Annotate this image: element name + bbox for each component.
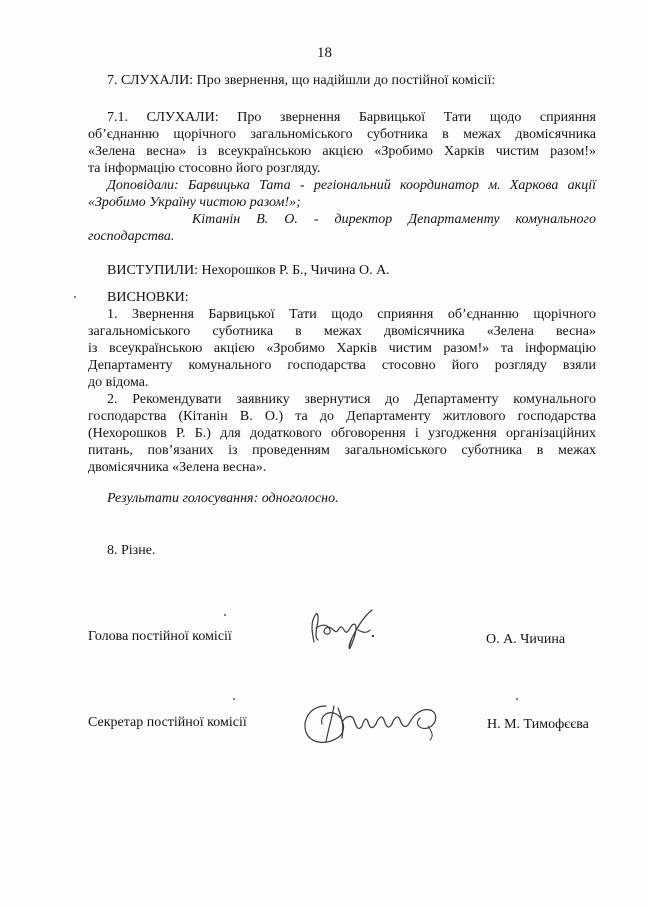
conclusion-2-line-1: 2. Рекомендувати заявнику звернутися до Департаменту комунального: [107, 392, 596, 407]
conclusion-1-line-2: загальноміського суботника в межах двомісячника «Зелена весна»: [88, 324, 596, 339]
reported-line-1: Доповідали: Барвицька Тата - регіональний координатор м. Харкова акції: [107, 178, 596, 193]
conclusion-1-line-4: Департаменту комунального господарства стосовно його розгляду взяли: [88, 358, 596, 373]
spoke-line: ВИСТУПИЛИ: Нехорошков Р. Б., Чичина О. А.: [107, 263, 390, 278]
scan-speck: [233, 698, 235, 700]
item-7-1-line-3: «Зелена весна» із всеукраїнською акцією «Зробимо Харків чистим разом!»: [88, 144, 596, 159]
scan-speck: [516, 698, 518, 700]
page-number: 18: [317, 45, 332, 61]
conclusion-1-line-1: 1. Звернення Барвицької Тати щодо сприяння об’єднанню щорічного: [107, 307, 596, 322]
item-8: 8. Різне.: [107, 543, 156, 558]
item-7-1-line-2: об’єднанню щорічного загальноміського суботника в межах двомісячника: [88, 127, 596, 142]
chair-signature: [300, 604, 390, 654]
conclusion-2-line-5: двомісячника «Зелена весна».: [88, 460, 267, 475]
reported-line-4: господарства.: [88, 229, 175, 244]
conclusion-1-line-3: із всеукраїнською акцією «Зробимо Харків чистим разом!» та інформацію: [88, 341, 596, 356]
conclusion-2-line-2: господарства (Кітанін В. О.) та до Департаменту житлового господарства: [88, 409, 596, 424]
chair-title: Голова постійної комісії: [88, 629, 232, 644]
vote-result: Результати голосування: одноголосно.: [107, 491, 339, 506]
reported-line-3: Кітанін В. О. - директор Департаменту комунального: [192, 212, 596, 227]
chair-name: О. А. Чичина: [486, 632, 566, 647]
item-7-1-line-4: та інформацію стосовно його розгляду.: [88, 161, 321, 176]
item-7-1-line-1: 7.1. СЛУХАЛИ: Про звернення Барвицької Тати щодо сприяння: [107, 110, 596, 125]
reported-line-2: «Зробимо Україну чистою разом!»;: [88, 195, 301, 210]
conclusion-2-line-3: (Нехорошков Р. Б.) для додаткового обговорення і узгодження організаційних: [88, 426, 596, 441]
secretary-title: Секретар постійної комісії: [88, 715, 247, 730]
conclusion-2-line-4: питань, пов’язаних із проведенням загальноміського суботника в межах: [88, 443, 596, 458]
item-7-heard: 7. СЛУХАЛИ: Про звернення, що надійшли до постійної комісії:: [107, 73, 496, 88]
scan-speck: [74, 296, 76, 298]
secretary-name: Н. М. Тимофєєва: [487, 717, 589, 732]
conclusions-heading: ВИСНОВКИ:: [107, 290, 189, 305]
secretary-signature: [298, 696, 448, 752]
scan-speck: [224, 614, 226, 616]
conclusion-1-line-5: до відома.: [88, 375, 149, 390]
